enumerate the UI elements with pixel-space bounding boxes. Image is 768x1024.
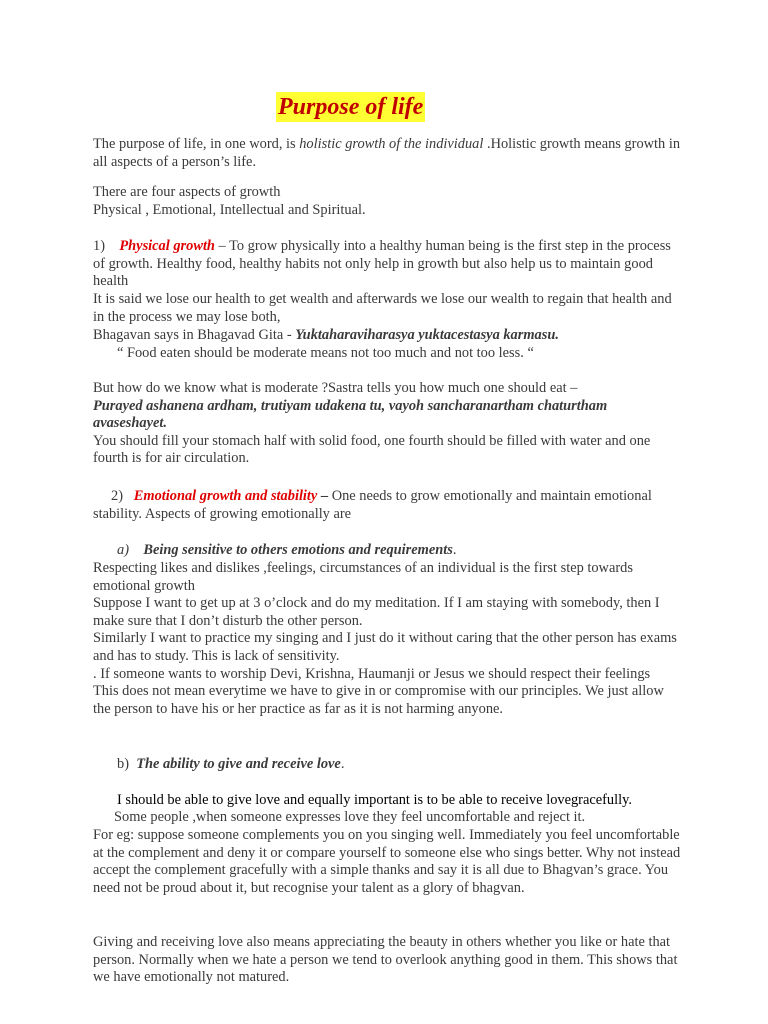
suppose-text: Suppose I want to get up at 3 o’clock and do my meditation. If I am staying with somebody, then I make sure that I don’t disturb the other person.	[93, 595, 660, 629]
moderate-question: But how do we know what is moderate ?Sastra tells you how much one should eat –	[93, 380, 578, 396]
intro-text-end: .Holistic growth means growth in all aspects of a person’s life.	[93, 136, 681, 170]
emotional-growth-paragraph	[93, 488, 683, 523]
sub-b-period: .	[340, 756, 345, 772]
gita-prefix: Bhagavan says in Bhagavad Gita -	[93, 327, 296, 343]
aspects-line-2: Physical , Emotional, Intellectual and Spiritual.	[93, 201, 366, 218]
page-title: Purpose of life	[278, 94, 424, 120]
sub-a-heading-line	[117, 542, 707, 560]
emotional-dash: –	[317, 488, 329, 504]
health-wealth-paragraph: It is said we lose our health to get wealth and afterwards we lose our wealth to regain that health and in the process we may lose both,	[93, 291, 672, 325]
physical-growth-heading: Physical growth	[119, 238, 215, 254]
gita-line	[93, 327, 683, 345]
gita-verse: Yuktaharaviharasya yuktacestasya karmasu.	[295, 327, 559, 343]
stomach-fill-text: You should fill your stomach half with solid food, one fourth should be filled with water and one fourth is for air circulation.	[93, 432, 651, 467]
compromise-text: This does not mean everytime we have to give in or compromise with our principles. We just allow the person to have his or her practice as far as it is not harming anyone.	[93, 683, 664, 717]
sastra-verse: Purayed ashanena ardham, trutiyam udakena tu, vayoh sancharanartham chaturtham avaseshayet.	[93, 397, 608, 432]
sub-a-heading: Being sensitive to others emotions and requirements	[143, 542, 453, 558]
physical-growth-text: – To grow physically into a healthy human being is the first step in the process of growth. Healthy food, healthy habits not only help in growth but also help us to maintain good health	[93, 238, 671, 290]
food-quote: “ Food eaten should be moderate means not too much and not too less. “	[117, 345, 534, 361]
sub-b-heading-line	[117, 756, 707, 774]
sub-b-label: b)	[117, 756, 129, 772]
sensitivity-paragraph	[93, 560, 683, 718]
emotional-growth-heading: Emotional growth and stability	[133, 488, 318, 504]
love-line: I should be able to give love and equally important is to be able to receive lovegracefully.	[117, 792, 632, 808]
sub-b-heading: The ability to give and receive love	[136, 756, 341, 772]
worship-text: . If someone wants to worship Devi, Krishna, Haumanji or Jesus we should respect their feelings	[93, 665, 651, 682]
intro-paragraph	[93, 136, 683, 171]
list-number: 2)	[111, 488, 123, 504]
sub-a-period: .	[452, 542, 457, 558]
some-people-text: Some people ,when someone expresses love they feel uncomfortable and reject it.	[114, 809, 586, 825]
sub-a-label: a)	[117, 542, 129, 558]
similarly-text: Similarly I want to practice my singing and I just do it without caring that the other person has exams and has to study. This is lack of sensitivity.	[93, 630, 677, 664]
emotional-growth-text: One needs to grow emotionally and maintain emotional stability. Aspects of growing emotionally are	[93, 488, 652, 522]
list-number: 1)	[93, 238, 105, 254]
aspects-line-1: There are four aspects of growth	[93, 184, 281, 200]
for-example-paragraph: For eg: suppose someone complements you on you singing well. Immediately you feel uncomfortable at the complement and deny it or compare yourself to someone else who sings better. Why not instead accept the complement gracefully with a simple thanks and say it is all due to Bhagvan’s grace. You need not be proud about it, but recognise your talent as a glory of bhagvan.	[93, 827, 681, 896]
giving-love-paragraph: Giving and receiving love also means appreciating the beauty in others whether you like or hate that person. Normally when we hate a person we tend to overlook anything good in them. This shows that we have emotionally not matured.	[93, 934, 678, 986]
intro-text: The purpose of life, in one word, is	[93, 136, 300, 152]
respect-text: Respecting likes and dislikes ,feelings, circumstances of an individual is the first step towards emotional growth	[93, 560, 633, 594]
intro-italic-phrase: holistic growth of the individual	[299, 136, 484, 152]
aspects-paragraph	[93, 184, 683, 219]
physical-growth-paragraph	[93, 238, 683, 291]
moderate-paragraph	[93, 380, 683, 468]
